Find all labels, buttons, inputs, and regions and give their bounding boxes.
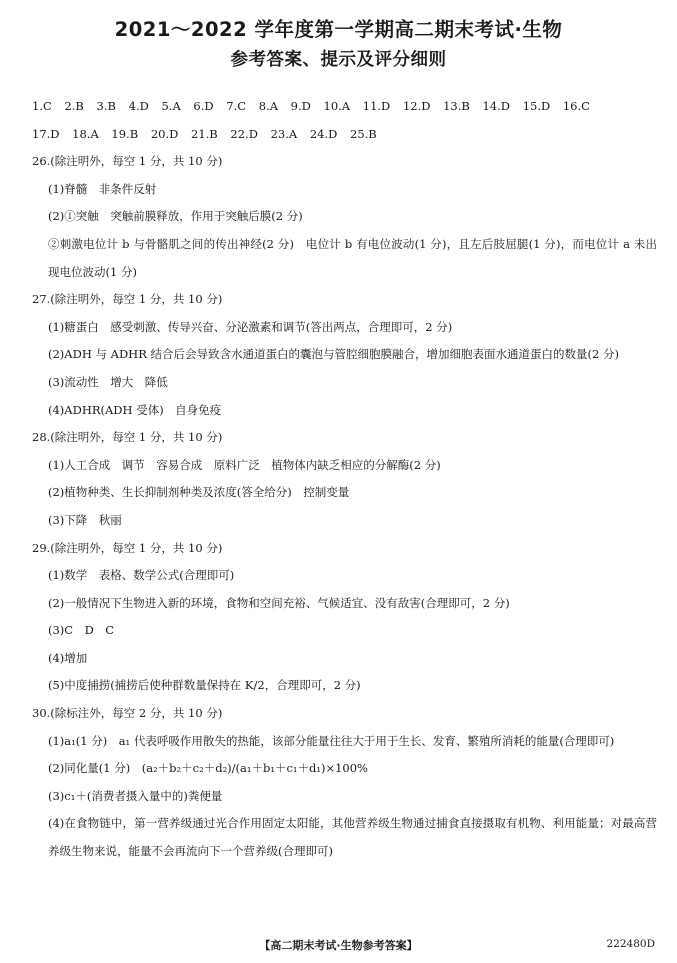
choice-answer: 9.D xyxy=(290,99,311,113)
choice-answer: 7.C xyxy=(226,99,247,113)
choice-answers-row-2 xyxy=(32,121,657,149)
q29-answer-4: (4)增加 xyxy=(48,650,88,665)
q27-answer-2: (2)ADH 与 ADHR 结合后会导致含水通道蛋白的囊泡与管腔细胞膜融合，增加细胞表面水通道蛋白的数量(2 分) xyxy=(48,347,619,362)
choice-answer: 21.B xyxy=(191,126,218,141)
q30-answer-2: (2)同化量(1 分) (a₂＋b₂＋c₂＋d₂)/(a₁＋b₁＋c₁＋d₁)×100% xyxy=(48,761,368,776)
choice-answer: 11.D xyxy=(362,99,391,113)
choice-answer: 4.D xyxy=(128,99,149,113)
footer-title: 【高二期末考试·生物参考答案】 xyxy=(259,939,418,952)
q27-heading: 27.(除注明外，每空 1 分，共 10 分) xyxy=(32,292,223,307)
choice-answer: 3.B xyxy=(96,99,116,113)
q26-heading: 26.(除注明外，每空 1 分，共 10 分) xyxy=(32,154,223,169)
q28-answer-3: (3)下降 秋丽 xyxy=(48,512,122,527)
q29-heading: 29.(除注明外，每空 1 分，共 10 分) xyxy=(32,540,223,555)
choice-answer: 17.D xyxy=(32,126,60,141)
q27-answer-3: (3)流动性 增大 降低 xyxy=(48,374,168,389)
choice-answer: 22.D xyxy=(230,126,258,141)
choice-answer: 5.A xyxy=(161,99,181,113)
q30-answer-4: (4)在食物链中，第一营养级通过光合作用固定太阳能，其他营养级生物通过捕食直接摄取有机物、利用能量；对最高营养级生物来说，能量不会再流向下一个营养级(合理即可) xyxy=(48,816,657,859)
choice-answer: 15.D xyxy=(522,99,551,113)
answer-content xyxy=(32,93,657,866)
q28-answer-2: (2)植物种类、生长抑制剂种类及浓度(答全给分) 控制变量 xyxy=(48,485,350,500)
q28-answer-1: (1)人工合成 调节 容易合成 原料广泛 植物体内缺乏相应的分解酶(2 分) xyxy=(48,457,441,472)
q26-answer-1: (1)脊髓 非条件反射 xyxy=(48,181,157,196)
choice-answer: 13.B xyxy=(443,99,470,113)
choice-answer: 14.D xyxy=(482,99,511,113)
q29-answer-3: (3)C D C xyxy=(48,623,115,638)
q29-answer-2: (2)一般情况下生物进入新的环境，食物和空间充裕、气候适宜、没有敌害(合理即可，2 分) xyxy=(48,595,510,610)
choice-answer: 16.C xyxy=(562,99,590,113)
choice-answer: 6.D xyxy=(193,99,214,113)
q27-answer-1: (1)糖蛋白 感受刺激、传导兴奋、分泌激素和调节(答出两点，合理即可，2 分) xyxy=(48,319,453,334)
q26-answer-2: (2)①突触 突触前膜释放，作用于突触后膜(2 分) xyxy=(48,209,303,224)
choice-answer: 18.A xyxy=(72,126,99,141)
choice-answer: 12.D xyxy=(402,99,431,113)
q29-answer-5: (5)中度捕捞(捕捞后使种群数量保持在 K/2，合理即可，2 分) xyxy=(48,678,361,693)
page-title: 2021～2022 学年度第一学期高二期末考试·生物 xyxy=(114,18,563,41)
q30-heading: 30.(除标注外，每空 2 分，共 10 分) xyxy=(32,706,223,721)
q30-answer-3: (3)c₁＋(消费者摄入量中的)粪便量 xyxy=(48,788,223,803)
choice-answer: 2.B xyxy=(64,99,84,113)
choice-answer: 24.D xyxy=(309,126,338,141)
footer-code: 222480D xyxy=(606,938,655,950)
q27-answer-4: (4)ADHR(ADH 受体) 自身免疫 xyxy=(48,402,222,417)
choice-answer: 20.D xyxy=(150,126,179,141)
q28-heading: 28.(除注明外，每空 1 分，共 10 分) xyxy=(32,430,223,445)
choice-answer: 10.A xyxy=(323,99,351,113)
choice-answer: 23.A xyxy=(270,126,298,141)
q29-answer-1: (1)数学 表格、数学公式(合理即可) xyxy=(48,568,235,583)
choice-answer: 1.C xyxy=(32,99,52,113)
choice-answers-row-1 xyxy=(32,93,657,121)
q26-answer-3: ②刺激电位计 b 与骨骼肌之间的传出神经(2 分) 电位计 b 有电位波动(1 分)，且左后肢屈腿(1 分)，而电位计 a 未出现电位波动(1 分) xyxy=(48,236,657,279)
choice-answer: 8.A xyxy=(258,99,278,113)
choice-answer: 25.B xyxy=(350,126,377,141)
choice-answer: 19.B xyxy=(111,126,139,141)
page-subtitle: 参考答案、提示及评分细则 xyxy=(230,50,447,70)
q30-answer-1: (1)a₁(1 分) a₁ 代表呼吸作用散失的热能，该部分能量往往大于用于生长、发育、繁殖所消耗的能量(合理即可) xyxy=(48,733,615,748)
